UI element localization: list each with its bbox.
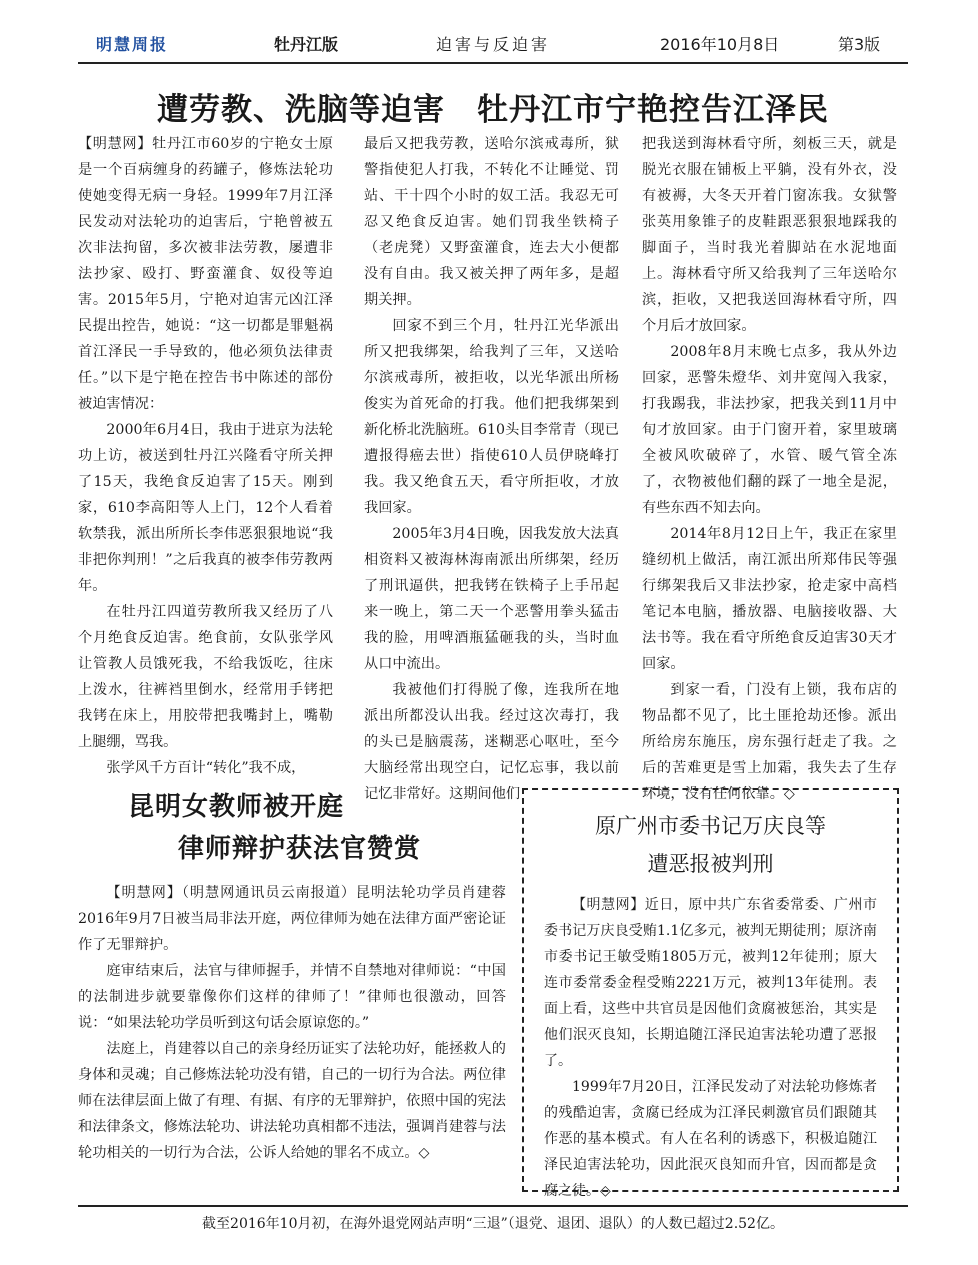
header-rule [78,62,908,64]
article1-paragraph: 【明慧网】牡丹江市60岁的宁艳女士原是一个百病缠身的药罐子，修炼法轮功使她变得无病一身轻。1999年7月江泽民发动对法轮功的迫害后，宁艳曾被五次非法拘留，多次被非法劳教，屡遭非法抄家、殴打、野蛮灌食、奴役等迫害。2015年5月，宁艳对迫害元凶江泽民提出控告，她说：“这一切都是罪魁祸首江泽民一手导致的，他必须负法律责任。”以下是宁艳在控告书中陈述的部份被迫害情况： [78,136,333,412]
article3-paragraph: 【明慧网】近日，原中共广东省委常委、广州市委书记万庆良受贿1.1亿多元，被判无期徒刑；原济南市委书记王敏受贿1805万元，被判12年徒刑；原大连市委常委金程受贿2221万元，被判13年徒刑。表面上看，这些中共官员是因他们贪腐被惩治，其实是他们泯灭良知，长期追随江泽民迫害法轮功遭了恶报了。 [544,897,877,1069]
article1-paragraph: 把我送到海林看守所，刻板三天，就是脱光衣服在铺板上平躺，没有外衣，没有被褥，大冬天开着门窗冻我。女狱警张英用象锥子的皮鞋跟恶狠狠地踩我的脚面子，当时我光着脚站在水泥地面上。海林看守所又给我判了三年送哈尔滨，拒收，又把我送回海林看守所，四个月后才放回家。 [642,136,897,334]
edition-name: 牡丹江版 [274,35,339,54]
paper-name: 明慧周报 [96,35,169,54]
article2-paragraph: 【明慧网】（明慧网通讯员云南报道）昆明法轮功学员肖建蓉2016年9月7日被当局非法开庭，两位律师为她在法律方面严密论证作了无罪辩护。 [78,885,506,953]
footer-rule [78,1205,908,1207]
article1-paragraph: 张学风千方百计“转化”我不成， [106,760,306,776]
article3-body [544,892,877,1204]
article2-body [78,880,506,1166]
article3-paragraph: 1999年7月20日，江泽民发动了对法轮功修炼者的残酷迫害，贪腐已经成为江泽民刺激官员们跟随其作恶的基本模式。有人在名利的诱惑下，积极追随江泽民迫害法轮功，因此泯灭良知而升官，因而都是贪腐之徒。◇ [544,1079,877,1199]
article1-paragraph: 2008年8月末晚七点多，我从外边回家，恶警朱燈华、刘井宽闯入我家，打我踢我，非法抄家，把我关到11月中旬才放回家。由于门窗开着，家里玻璃全被风吹破碎了，水管、暖气管全冻了，衣物被他们翻的踩了一地全是泥，有些东西不知去向。 [642,344,897,516]
article3-box [522,788,899,1199]
article3-title-line-2: 遭恶报被判刑 [647,852,774,876]
masthead [78,28,908,62]
article2-title-line-2: 律师辩护获法官赞赏 [178,834,422,864]
article1-paragraph: 最后又把我劳教，送哈尔滨戒毒所，狱警指使犯人打我，不转化不让睡觉、罚站、干十四个小时的奴工活。我忍无可忍又绝食反迫害。她们罚我坐铁椅子（老虎凳）又野蛮灌食，连去大小便都没有自由。我又被关押了两年多，是超期关押。 [364,136,619,308]
article1-paragraph: 我被他们打得脱了像，连我所在地派出所都没认出我。经过这次毒打，我的头已是脑震荡，迷糊恶心呕吐，至今大脑经常出现空白，记忆忘事，我以前记忆非常好。这期间他们 [364,682,619,802]
article1-paragraph: 2005年3月4日晚，因我发放大法真相资料又被海林海南派出所绑架，经历了刑讯逼供，把我铐在铁椅子上手吊起来一晚上，第二天一个恶警用拳头猛击我的脸，用啤酒瓶猛砸我的头，当时血从口中流出。 [364,526,619,672]
article1-paragraph: 在牡丹江四道劳教所我又经历了八个月绝食反迫害。绝食前，女队张学风让管教人员饿死我，不给我饭吃，往床上泼水，往裤裆里倒水，经常用手铐把我铐在床上，用胶带把我嘴封上，嘴勒上腿绷，骂我。 [78,604,333,750]
article1-column-2 [364,131,619,807]
article2-paragraph: 法庭上，肖建蓉以自己的亲身经历证实了法轮功好，能拯救人的身体和灵魂；自己修炼法轮功没有错，自己的一切行为合法。两位律师在法律层面上做了有理、有据、有序的无罪辩护，依照中国的宪法和法律条文，修炼法轮功、讲法轮功真相都不违法，强调肖建蓉与法轮功相关的一切行为合法，公诉人给她的罪名不成立。◇ [78,1041,506,1161]
article1-paragraph: 2014年8月12日上午，我正在家里缝纫机上做活，南江派出所郑伟民等强行绑架我后又非法抄家，抢走家中高档笔记本电脑，播放器、电脑接收器、大法书等。我在看守所绝食反迫害30天才回家。 [642,526,897,672]
article1-paragraph: 2000年6月4日，我由于进京为法轮功上访，被送到牡丹江兴隆看守所关押了15天，我绝食反迫害了15天。刚到家，610李高阳等人上门，12个人看着软禁我，派出所所长李伟恶狠狠地说“我非把你判刑！”之后我真的被李伟劳教两年。 [78,422,333,594]
article1-paragraph: 到家一看，门没有上锁，我布店的物品都不见了，比土匪抢劫还惨。派出所给房东施压，房东强行赶走了我。之后的苦难更是雪上加霜，我失去了生存环境，没有任何依靠。◇ [642,682,897,802]
article2-title-line-1: 昆明女教师被开庭 [128,792,345,822]
footer-notice: 截至2016年10月初，在海外退党网站声明“三退”（退党、退团、退队）的人数已超过2.52亿。 [202,1216,784,1232]
article1-paragraph: 回家不到三个月，牡丹江光华派出所又把我绑架，给我判了三年，又送哈尔滨戒毒所，被拒收，以光华派出所杨俊实为首死命的打我。他们把我绑架到新化桥北洗脑班。610头目李常青（现已遭报得癌去世）指使610人员伊晓峰打我。我又绝食五天，看守所拒收，才放我回家。 [364,318,619,516]
article1-column-3 [642,131,897,807]
article1-column-1 [78,131,333,781]
section-name: 迫害与反迫害 [436,35,551,54]
issue-date: 2016年10月8日 [660,35,780,54]
article2-paragraph: 庭审结束后，法官与律师握手，并情不自禁地对律师说：“中国的法制进步就要靠像你们这样的律师了！”律师也很激动，回答说：“如果法轮功学员听到这句话会原谅您的。” [78,963,506,1031]
article1-headline: 遭劳教、洗脑等迫害 牡丹江市宁艳控告江泽民 [157,92,829,128]
page-number: 第3版 [838,35,881,54]
article3-title-line-1: 原广州市委书记万庆良等 [595,814,826,838]
